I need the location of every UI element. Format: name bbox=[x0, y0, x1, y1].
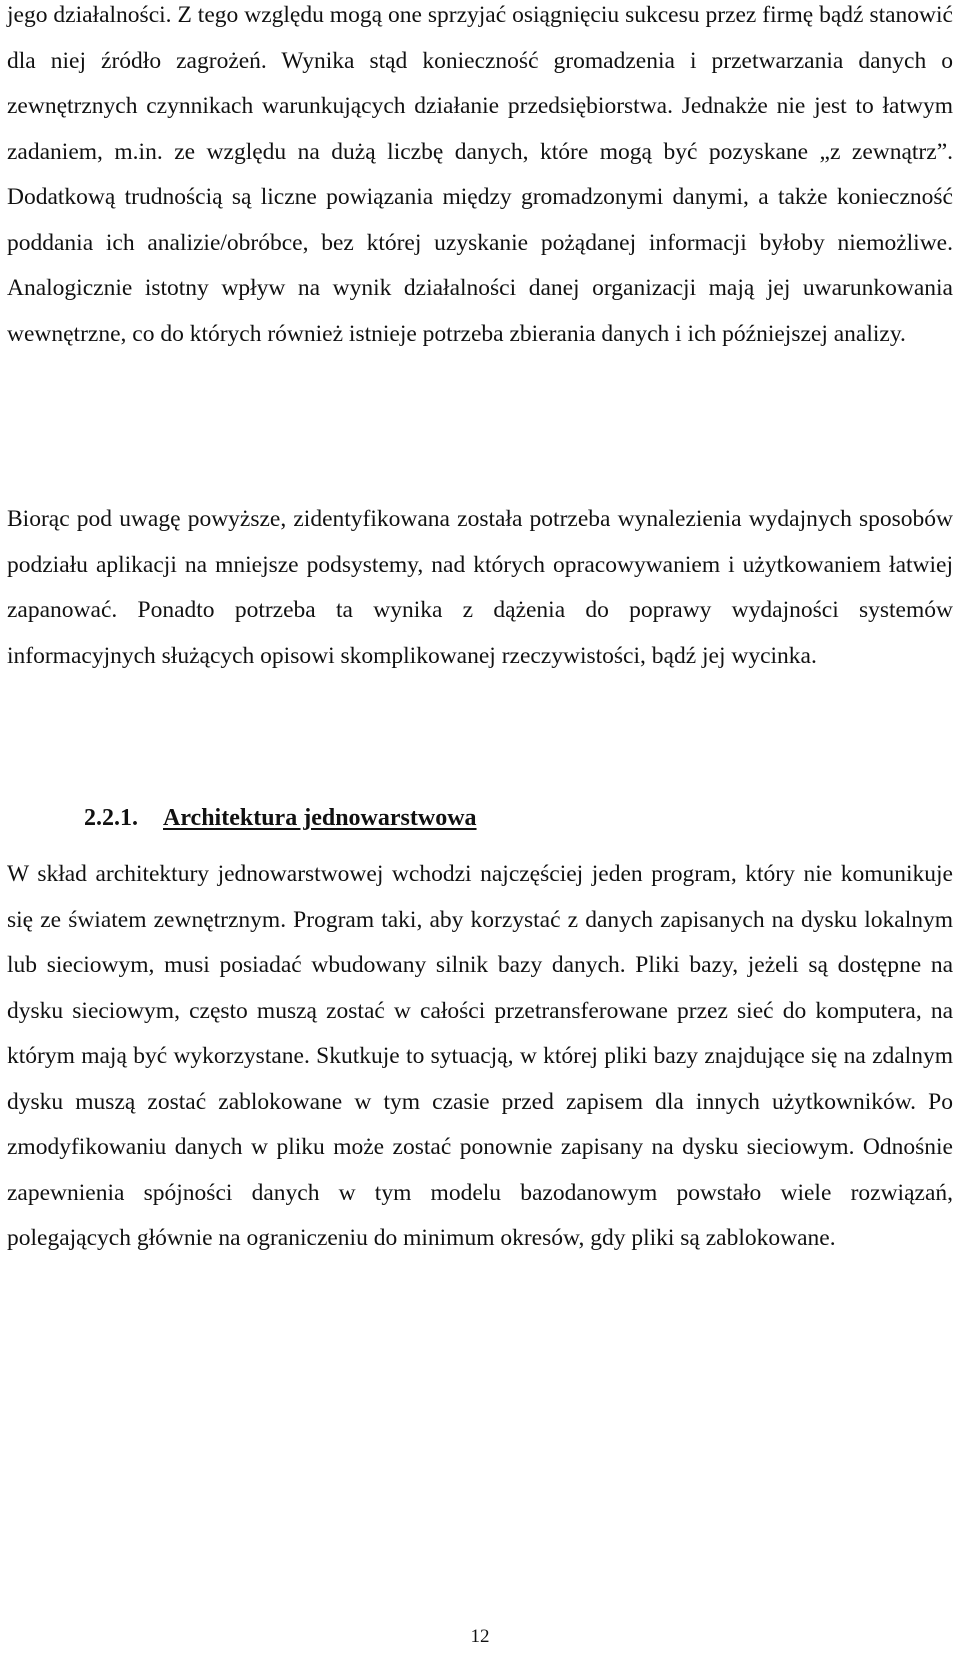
page-number: 12 bbox=[470, 1626, 490, 1647]
section-number: 2.2.1. bbox=[84, 805, 138, 831]
paragraph-single-tier-architecture: W skład architektury jednowarstwowej wchodzi najczęściej jeden program, który nie komunikuje się ze światem zewnętrznym. Program taki, aby korzystać z danych zapisanych na dysku lokalnym lub sieciowym, musi posiadać wbudowany silnik bazy danych. Pliki bazy, jeżeli są dostępne na dysku sieciowym, często muszą zostać w całości przetransferowane przez sieć do komputera, na którym mają być wykorzystane. Skutkuje to sytuacją, w której pliki bazy znajdujące się na zdalnym dysku muszą zostać zablokowane w tym czasie przed zapisem dla innych użytkowników. Po zmodyfikowaniu danych w pliku może zostać ponownie zapisany na dysku sieciowym. Odnośnie zapewnienia spójności danych w tym modelu bazodanowym powstało wiele rozwiązań, polegających głównie na ograniczeniu do minimum okresów, gdy pliki są zablokowane. bbox=[7, 861, 953, 1251]
section-title: Architektura jednowarstwowa bbox=[163, 805, 477, 831]
paragraph-subsystem-need: Biorąc pod uwagę powyższe, zidentyfikowana została potrzeba wynalezienia wydajnych sposobów podziału aplikacji na mniejsze podsystemy, nad których opracowywaniem i użytkowaniem łatwiej zapanować. Ponadto potrzeba ta wynika z dążenia do poprawy wydajności systemów informacyjnych służących opisowi skomplikowanej rzeczywistości, bądź jej wycinka. bbox=[7, 506, 953, 669]
paragraph-business-environment: jego działalności. Z tego względu mogą one sprzyjać osiągnięciu sukcesu przez firmę bądź stanowić dla niej źródło zagrożeń. Wynika stąd konieczność gromadzenia i przetwarzania danych o zewnętrznych czynnikach warunkujących działanie przedsiębiorstwa. Jednakże nie jest to łatwym zadaniem, m.in. ze względu na dużą liczbę danych, które mogą być pozyskane „z zewnątrz”. Dodatkową trudnością są liczne powiązania między gromadzonymi danymi, a także konieczność poddania ich analizie/obróbce, bez której uzyskanie pożądanej informacji byłoby niemożliwe. Analogicznie istotny wpływ na wynik działalności danej organizacji mają jej uwarunkowania wewnętrzne, co do których również istnieje potrzeba zbierania danych i ich późniejszej analizy. bbox=[7, 2, 953, 347]
section-heading bbox=[84, 796, 477, 841]
